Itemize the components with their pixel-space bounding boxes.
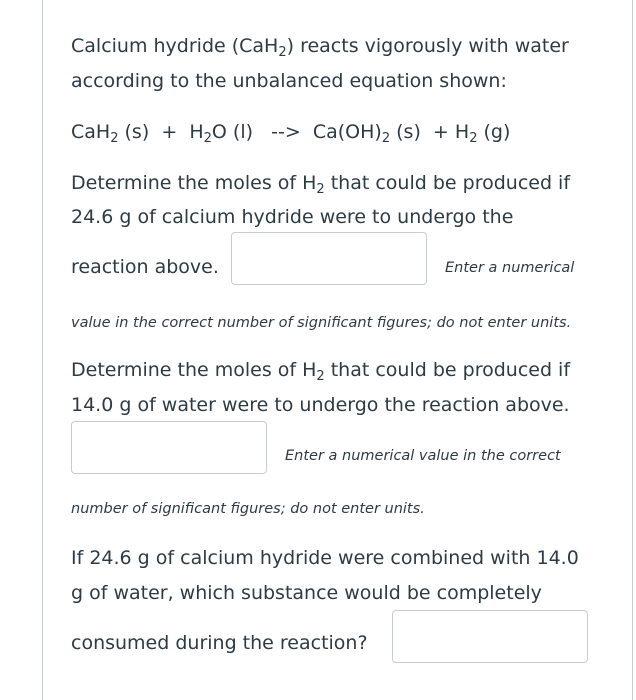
question1-note-part1: Enter a numerical	[445, 260, 575, 276]
question2-answer-input[interactable]	[71, 421, 267, 474]
intro-line-2: according to the unbalanced equation shown:	[71, 70, 507, 92]
question3-answer-input[interactable]	[392, 610, 588, 663]
chemical-equation: CaH$_2$ $(s) + H_2O$ (l) --> $Ca(OH)_2$ $(s) + H_2$ (g)	[71, 121, 511, 146]
question1-line-1: Determine the moles of $H_2$ that could be produced if	[71, 172, 571, 197]
question1-line-2: 24.6 g of calcium hydride were to undergo the	[71, 206, 514, 228]
question2-note-part1: Enter a numerical value in the correct	[285, 448, 561, 464]
question3-line-1: If 24.6 g of calcium hydride were combined with 14.0	[71, 547, 579, 569]
question1-answer-input[interactable]	[231, 232, 427, 285]
question1-line-3: reaction above.	[71, 256, 219, 278]
question3-line-2: g of water, which substance would be completely	[71, 582, 542, 604]
question1-note-part2: value in the correct number of significant figures; do not enter units.	[71, 315, 572, 331]
question2-note-part2: number of significant figures; do not enter units.	[71, 501, 425, 517]
intro-line-1: Calcium hydride (CaH$_2$) reacts vigorously with water	[71, 35, 569, 60]
question2-line-2: 14.0 g of water were to undergo the reaction above.	[71, 394, 570, 416]
question3-line-3: consumed during the reaction?	[71, 632, 368, 654]
question2-line-1: Determine the moles of $H_2$ that could be produced if	[71, 359, 571, 384]
